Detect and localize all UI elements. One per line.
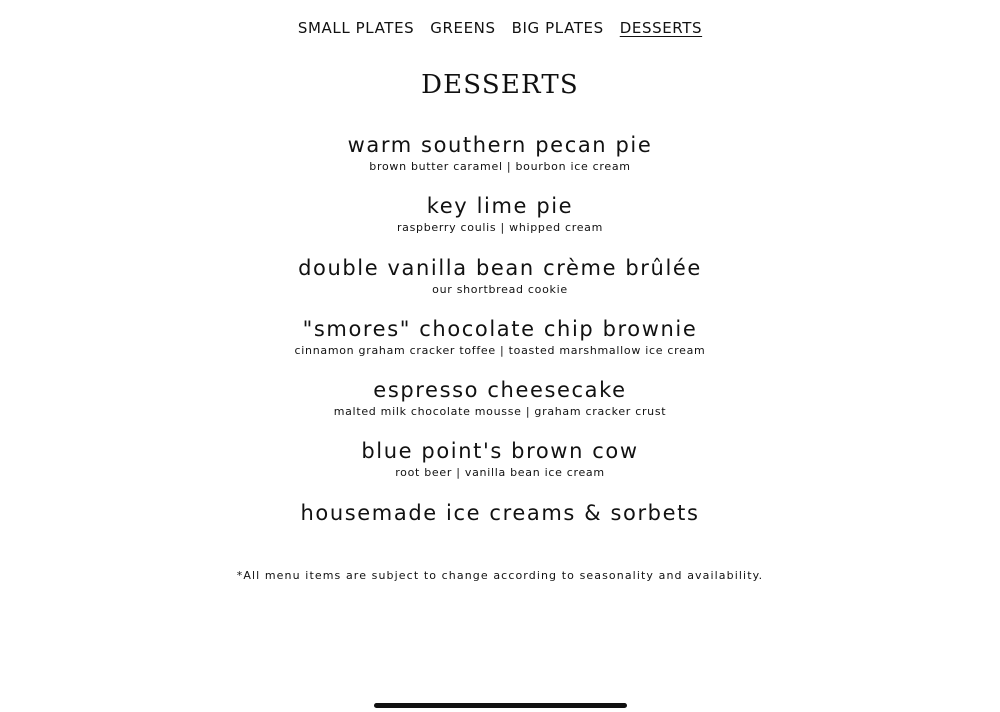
home-indicator-bar[interactable] bbox=[374, 703, 627, 708]
dessert-menu-list bbox=[0, 131, 1000, 560]
menu-item-description: cinnamon graham cracker toffee | toasted marshmallow ice cream bbox=[294, 343, 706, 357]
page-title: DESSERTS bbox=[421, 70, 579, 100]
menu-item-name: warm southern pecan pie bbox=[347, 133, 653, 157]
menu-item-description: root beer | vanilla bean ice cream bbox=[395, 466, 605, 480]
menu-item-description: malted milk chocolate mousse | graham cracker crust bbox=[333, 405, 667, 419]
menu-item-name: housemade ice creams & sorbets bbox=[300, 500, 700, 525]
menu-item-name: espresso cheesecake bbox=[373, 378, 627, 403]
menu-item-description: brown butter caramel | bourbon ice cream bbox=[369, 160, 631, 173]
nav-small-plates[interactable]: SMALL PLATES bbox=[297, 19, 415, 37]
menu-item bbox=[0, 315, 1000, 376]
menu-item bbox=[0, 131, 1000, 192]
menu-item-name: double vanilla bean crème brûlée bbox=[298, 255, 702, 280]
nav-greens[interactable]: GREENS bbox=[430, 19, 496, 37]
menu-item bbox=[0, 376, 1000, 437]
menu-item-description: our shortbread cookie bbox=[432, 282, 568, 296]
menu-item-name: key lime pie bbox=[426, 194, 574, 219]
nav-desserts[interactable]: DESSERTS bbox=[619, 19, 703, 37]
category-nav bbox=[0, 19, 1000, 37]
menu-item-name: "smores" chocolate chip brownie bbox=[302, 316, 698, 341]
menu-item-name: blue point's brown cow bbox=[361, 439, 639, 464]
menu-item bbox=[0, 192, 1000, 253]
menu-item bbox=[0, 437, 1000, 498]
menu-item bbox=[0, 254, 1000, 315]
menu-item bbox=[0, 499, 1000, 560]
availability-footnote: *All menu items are subject to change according to seasonality and availability. bbox=[236, 569, 764, 582]
menu-item-description: raspberry coulis | whipped cream bbox=[396, 221, 604, 235]
nav-big-plates[interactable]: BIG PLATES bbox=[511, 19, 604, 37]
